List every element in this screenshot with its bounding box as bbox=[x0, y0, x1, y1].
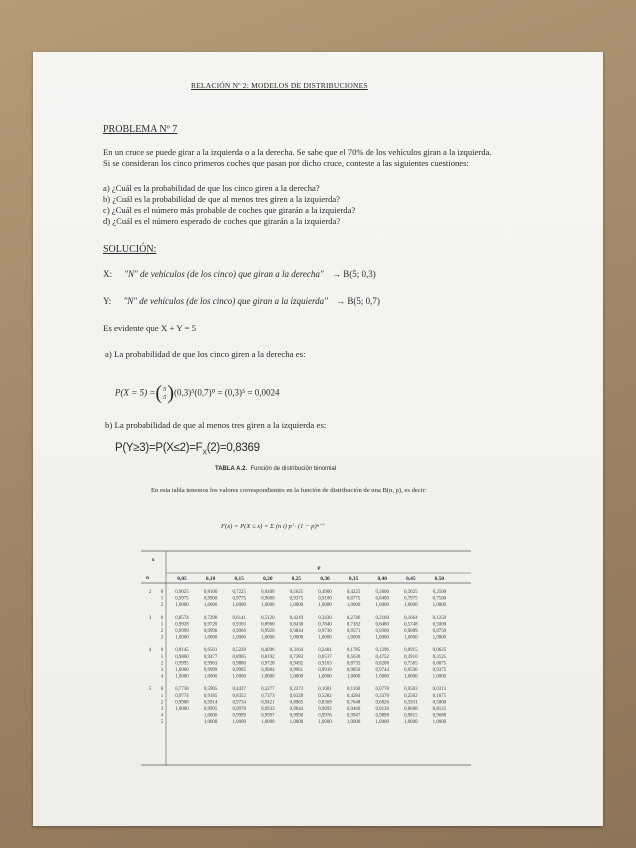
table-cell: 0,3910 bbox=[404, 654, 418, 660]
table-cell: 0,9988 bbox=[175, 700, 189, 706]
table-cell: 0,9961 bbox=[289, 668, 304, 673]
table-cell: 0,9460 bbox=[346, 707, 361, 712]
table-cell: 0,9089 bbox=[404, 629, 418, 634]
table-cell: 0,9997 bbox=[261, 713, 275, 719]
table-cell: 0,9919 bbox=[318, 668, 332, 673]
formula-b-end: (2)=0,8369 bbox=[206, 442, 260, 454]
formula-a-lhs: P(X = 5) = bbox=[115, 387, 156, 398]
table-cell: 0,9393 bbox=[232, 622, 246, 628]
p-value-header: 0,25 bbox=[291, 576, 302, 582]
table-cell: 0,6561 bbox=[203, 648, 218, 654]
table-cell: 1,0000 bbox=[203, 603, 218, 609]
n-value: 5 bbox=[148, 687, 152, 693]
table-cell: 0,6328 bbox=[289, 693, 304, 699]
part-b-label: b) La probabilidad de que al menos tres giren a la izquierda es: bbox=[105, 420, 327, 430]
table-cell: 0,9571 bbox=[346, 629, 361, 634]
table-cell: 0,2500 bbox=[432, 590, 447, 595]
table-cell: 0,8125 bbox=[432, 707, 447, 712]
table-cell: 0,1785 bbox=[346, 648, 361, 654]
table-cell: 0,1160 bbox=[346, 687, 361, 693]
table-cell: 0,6517 bbox=[318, 654, 332, 660]
table-cell: 0,7373 bbox=[261, 693, 275, 699]
table-cell: 0,2373 bbox=[289, 687, 304, 693]
x-value: 1 bbox=[160, 596, 164, 602]
var-x: X: bbox=[103, 269, 112, 279]
table-intro: En esta tabla tenemos los valores correspondientes en la función de distribución de una B(n, p), es decir: bbox=[151, 487, 427, 494]
table-cell: 0,9734 bbox=[232, 700, 246, 706]
table-cell: 0,9976 bbox=[318, 713, 332, 719]
table-cell: 0,7290 bbox=[203, 615, 218, 621]
table-cell: 0,9914 bbox=[203, 700, 218, 706]
table-cell: 0,9375 bbox=[289, 596, 304, 602]
table-cell: 0,4225 bbox=[346, 590, 361, 595]
table-cell: 0,9978 bbox=[232, 707, 246, 712]
table-cell: 0,9720 bbox=[203, 622, 218, 628]
table-cell: 1,0000 bbox=[175, 635, 189, 641]
table-cell: 0,5630 bbox=[346, 654, 361, 660]
table-cell: 0,9844 bbox=[289, 629, 304, 634]
table-cell: 0,9898 bbox=[375, 713, 389, 719]
x-value: 0 bbox=[160, 648, 164, 654]
table-cell: 0,7182 bbox=[346, 622, 361, 628]
table-cell: 0,1296 bbox=[375, 648, 389, 654]
table-cell: 1,0000 bbox=[404, 720, 418, 726]
table-cell: 1,0000 bbox=[432, 720, 447, 726]
table-cell: 1,0000 bbox=[289, 635, 304, 641]
table-cell: 0,9730 bbox=[318, 629, 332, 634]
formula-b-sub: X bbox=[202, 449, 207, 457]
table-cell: 0,8775 bbox=[346, 596, 361, 602]
x-value: 2 bbox=[160, 700, 164, 706]
table-cell: 0,3370 bbox=[375, 693, 389, 699]
table-cell: 0,9999 bbox=[175, 629, 189, 634]
table-cell: 1,0000 bbox=[289, 720, 304, 726]
table-cell: 0,9995 bbox=[232, 668, 246, 673]
table-cell: 0,4752 bbox=[375, 654, 389, 660]
p-value-header: 0,50 bbox=[434, 576, 445, 582]
table-cell: 0,1664 bbox=[404, 615, 418, 621]
table-cell: 0,8100 bbox=[203, 590, 218, 595]
p-value-header: 0,10 bbox=[205, 576, 216, 582]
table-cell: 0,3125 bbox=[432, 654, 447, 660]
table-cell: 0,7383 bbox=[289, 654, 304, 660]
table-cell: 1,0000 bbox=[375, 603, 389, 609]
table-cell: 1,0000 bbox=[175, 674, 189, 680]
table-cell: 1,0000 bbox=[346, 635, 361, 641]
table-cell: 1,0000 bbox=[318, 720, 332, 726]
table-cell: 0,9920 bbox=[261, 629, 275, 634]
table-cell: 0,6141 bbox=[232, 615, 246, 621]
table-cell: 0,6480 bbox=[375, 622, 389, 628]
table-cell: 1,0000 bbox=[203, 635, 218, 641]
table-cell: 0,9025 bbox=[175, 590, 189, 595]
table-cell: 0,5120 bbox=[261, 615, 275, 621]
table-cell: 0,9744 bbox=[375, 668, 389, 673]
table-cell: 1,0000 bbox=[175, 603, 189, 609]
table-cell: 0,8400 bbox=[375, 596, 389, 602]
x-value: 2 bbox=[160, 629, 164, 634]
table-cell: 0,4219 bbox=[289, 615, 304, 621]
p-value-header: 0,05 bbox=[177, 576, 187, 582]
x-value: 4 bbox=[160, 713, 164, 719]
table-cell: 0,8369 bbox=[318, 700, 332, 706]
table-cell: 0,3025 bbox=[404, 590, 418, 595]
table-cell: 1,0000 bbox=[404, 603, 418, 609]
solution-title: SOLUCIÓN: bbox=[103, 244, 157, 255]
table-caption-label: TABLA A.2. bbox=[215, 466, 248, 472]
table-cell: 0,5625 bbox=[289, 590, 304, 595]
table-cell: 0,9692 bbox=[318, 707, 332, 712]
table-cell: 0,4437 bbox=[232, 687, 246, 693]
table-cell: 0,9775 bbox=[232, 596, 246, 602]
table-caption bbox=[215, 466, 336, 472]
table-cell: 0,2746 bbox=[346, 615, 361, 621]
definition-y bbox=[103, 296, 380, 306]
def-x-result: → B(5; 0,3) bbox=[331, 269, 376, 279]
table-cell: 1,0000 bbox=[318, 635, 332, 641]
table-caption-text: Función de distribución binomial bbox=[250, 466, 337, 472]
table-cell: 1,0000 bbox=[346, 674, 361, 680]
table-cell: 0,2562 bbox=[404, 693, 418, 699]
table-cell: 0,0778 bbox=[375, 687, 389, 693]
table-cell: 0,0313 bbox=[432, 687, 447, 693]
table-cell: 1,0000 bbox=[346, 603, 361, 609]
table-cell: 0,9984 bbox=[261, 668, 275, 673]
table-cell: 0,9163 bbox=[318, 661, 332, 667]
p-value-header: 0,35 bbox=[348, 576, 359, 582]
table-cell: 0,3277 bbox=[261, 687, 275, 693]
x-value: 0 bbox=[160, 590, 164, 595]
x-value: 1 bbox=[160, 654, 164, 660]
table-cell: 0,8574 bbox=[175, 615, 189, 621]
binom-bottom: 5 bbox=[163, 393, 167, 401]
table-cell: 0,9880 bbox=[232, 661, 246, 667]
table-cell: 0,9995 bbox=[203, 707, 218, 712]
table-cell: 1,0000 bbox=[404, 674, 418, 680]
table-cell: 0,9990 bbox=[289, 713, 304, 719]
x-value: 2 bbox=[160, 661, 164, 667]
table-cell: 0,7585 bbox=[404, 661, 418, 667]
x-value: 3 bbox=[160, 707, 164, 712]
table-cell: 0,3164 bbox=[289, 648, 304, 654]
table-cell: 0,9966 bbox=[232, 629, 246, 634]
table-cell: 1,0000 bbox=[261, 635, 275, 641]
table-cell: 0,9477 bbox=[203, 654, 218, 660]
x-value: 1 bbox=[160, 693, 164, 699]
table-cell: 0,4284 bbox=[346, 693, 361, 699]
binomial-coefficient bbox=[163, 386, 166, 402]
problem-title: PROBLEMA Nº 7 bbox=[103, 124, 178, 135]
x-value: 0 bbox=[160, 687, 164, 693]
page-header: RELACIÓN Nº 2: MODELOS DE DISTRIBUCIONES bbox=[191, 81, 368, 90]
p-header: p bbox=[317, 565, 321, 571]
question-a: a) ¿Cuál es la probabilidad de que los cinco giren a la derecha? bbox=[103, 183, 320, 193]
table-cell: 0,9850 bbox=[346, 668, 361, 673]
p-value-header: 0,40 bbox=[377, 576, 387, 582]
def-y-text: "N" de vehículos (de los cinco) que giran a la izquierda" bbox=[123, 296, 328, 306]
table-cell: 0,6875 bbox=[432, 661, 447, 667]
n-value: 2 bbox=[148, 590, 152, 595]
table-cell: 0,9688 bbox=[432, 713, 447, 719]
table-cell: 0,9375 bbox=[432, 668, 447, 673]
table-cell: 0,7648 bbox=[346, 700, 361, 706]
table-cell: 0,9360 bbox=[375, 629, 389, 634]
table-cell: 0,9900 bbox=[203, 596, 218, 602]
table-cell: 0,0503 bbox=[404, 687, 418, 693]
formula-a: P(X = 5) =(5 5)(0,3)⁵(0,7)⁰ = (0,3)⁵ = 0,0024 bbox=[115, 382, 280, 404]
table-cell: 1,0000 bbox=[375, 674, 389, 680]
definition-x bbox=[103, 269, 376, 279]
question-d: d) ¿Cuál es el número esperado de coches que girarán a la izquierda? bbox=[103, 216, 341, 226]
table-cell: 0,9130 bbox=[375, 707, 389, 712]
table-cell: 1,0000 bbox=[232, 635, 246, 641]
table-cell: 0,9844 bbox=[289, 707, 304, 712]
x-value: 2 bbox=[160, 603, 164, 609]
x-value: 3 bbox=[160, 635, 164, 641]
table-cell: 1,0000 bbox=[318, 674, 332, 680]
table-cell: 0,9975 bbox=[175, 596, 189, 602]
table-cell: 0,9185 bbox=[203, 693, 218, 699]
x-value: 1 bbox=[160, 622, 164, 628]
table-cell: 1,0000 bbox=[232, 720, 246, 726]
table-cell: 0,9963 bbox=[203, 661, 218, 667]
table-cell: 0,8438 bbox=[289, 622, 304, 628]
table-cell: 0,7840 bbox=[318, 622, 332, 628]
binom-top: 5 bbox=[163, 385, 167, 393]
x-header: x bbox=[151, 557, 155, 563]
table-cell: 0,6400 bbox=[261, 590, 275, 595]
p-value-header: 0,15 bbox=[234, 576, 244, 582]
table-cell: 0,4096 bbox=[261, 648, 275, 654]
n-value: 3 bbox=[148, 615, 152, 621]
table-cell: 0,4900 bbox=[318, 590, 332, 595]
table-cell: 0,3430 bbox=[318, 615, 332, 621]
table-cell: 1,0000 bbox=[175, 707, 189, 712]
table-cell: 1,0000 bbox=[203, 713, 218, 719]
table-cell: 1,0000 bbox=[232, 674, 246, 680]
table-cell: 0,9947 bbox=[346, 713, 361, 719]
table-cell: 1,0000 bbox=[404, 635, 418, 641]
table-cell: 0,9100 bbox=[318, 596, 332, 602]
table-cell: 0,2401 bbox=[318, 648, 332, 654]
def-y-result: → B(5; 0,7) bbox=[336, 296, 380, 306]
table-cell: 1,0000 bbox=[346, 720, 361, 726]
table-cell: 0,9600 bbox=[261, 596, 275, 602]
formula-b bbox=[115, 442, 260, 456]
formula-a-rhs: (0,3)⁵(0,7)⁰ = (0,3)⁵ = 0,0024 bbox=[173, 387, 280, 398]
table-cell: 1,0000 bbox=[318, 603, 332, 609]
table-cell: 0,8208 bbox=[375, 661, 389, 667]
table-cell: 0,8192 bbox=[261, 654, 275, 660]
table-cell: 0,8352 bbox=[232, 693, 246, 699]
table-cell: 0,9928 bbox=[175, 622, 189, 628]
table-cell: 0,1681 bbox=[318, 687, 332, 693]
p-value-header: 0,20 bbox=[263, 576, 273, 582]
table-cell: 0,9728 bbox=[261, 661, 275, 667]
table-cell: 0,8735 bbox=[346, 661, 361, 667]
formula-b-main: P(Y≥3)=P(X≤2)=F bbox=[115, 442, 203, 454]
x-value: 3 bbox=[160, 668, 164, 673]
table-cell: 1,0000 bbox=[289, 603, 304, 609]
table-cell: 0,9492 bbox=[289, 661, 304, 667]
table-cell: 0,5748 bbox=[404, 622, 418, 628]
table-cell: 0,5905 bbox=[203, 687, 218, 693]
table-cell: 0,5000 bbox=[432, 700, 447, 706]
part-a-label: a) La probabilidad de que los cinco giren a la derecha es: bbox=[105, 349, 306, 359]
p-value-header: 0,45 bbox=[406, 576, 416, 582]
table-cell: 0,9990 bbox=[203, 629, 218, 634]
table-cell: 1,0000 bbox=[261, 674, 275, 680]
table-cell: 0,7975 bbox=[404, 596, 418, 602]
table-cell: 1,0000 bbox=[375, 635, 389, 641]
table-cell: 0,3600 bbox=[375, 590, 389, 595]
p-value-header: 0,30 bbox=[320, 576, 330, 582]
table-cell: 0,7738 bbox=[175, 687, 189, 693]
table-cell: 0,5220 bbox=[232, 648, 246, 654]
question-c: c) ¿Cuál es el número más probable de coches que girarán a la izquierda? bbox=[103, 205, 356, 215]
table-cell: 1,0000 bbox=[203, 674, 218, 680]
table-cell: 1,0000 bbox=[432, 603, 447, 609]
table-cell: 1,0000 bbox=[432, 635, 447, 641]
table-cell: 0,8750 bbox=[432, 629, 447, 634]
table-cell: 1,0000 bbox=[375, 720, 389, 726]
table-cell: 1,0000 bbox=[203, 720, 218, 726]
table-cell: 0,8905 bbox=[232, 654, 246, 660]
table-cell: 0,9421 bbox=[261, 700, 275, 706]
table-cell: 1,0000 bbox=[261, 720, 275, 726]
evident-statement: Es evidente que X + Y = 5 bbox=[103, 323, 197, 333]
table-cell: 0,7225 bbox=[232, 590, 246, 595]
table-cell: 0,9774 bbox=[175, 693, 189, 699]
table-cell: 0,7500 bbox=[432, 596, 447, 602]
x-value: 4 bbox=[160, 674, 164, 680]
table-cell: 1,0000 bbox=[175, 668, 189, 673]
var-y: Y: bbox=[103, 296, 112, 306]
table-cell: 0,9590 bbox=[404, 668, 418, 673]
binomial-table bbox=[141, 549, 471, 769]
table-cell: 0,9860 bbox=[175, 654, 189, 660]
table-cell: 0,5931 bbox=[404, 700, 418, 706]
table-cell: 0,9815 bbox=[404, 713, 418, 719]
question-b: b) ¿Cuál es la probabilidad de que al menos tres giren a la izquierda? bbox=[103, 194, 340, 204]
table-cell: 1,0000 bbox=[261, 603, 275, 609]
table-cell: 0,0915 bbox=[404, 648, 418, 654]
table-cell: 0,0625 bbox=[432, 648, 447, 654]
x-value: 0 bbox=[160, 615, 164, 621]
table-cell: 1,0000 bbox=[289, 674, 304, 680]
table-cell: 0,9995 bbox=[175, 661, 189, 667]
table-cell: 0,8965 bbox=[289, 700, 304, 706]
table-formula: F(x) = P(X ≤ x) = Σ (n i) pⁱ · (1 − p)ⁿ⁻ⁱ bbox=[221, 523, 324, 530]
table-cell: 0,8145 bbox=[175, 648, 189, 654]
n-header: n bbox=[146, 575, 149, 581]
table-cell: 0,1250 bbox=[432, 615, 447, 621]
table-cell: 0,2160 bbox=[375, 615, 389, 621]
table-cell: 0,9999 bbox=[203, 668, 218, 673]
table-cell: 0,5282 bbox=[318, 693, 332, 699]
table-cell: 1,0000 bbox=[432, 674, 447, 680]
table-cell: 0,8688 bbox=[404, 707, 418, 712]
table-cell: 0,1875 bbox=[432, 693, 447, 699]
table-cell: 0,9933 bbox=[261, 707, 275, 712]
table-cell: 0,8960 bbox=[261, 622, 275, 628]
n-value: 4 bbox=[148, 648, 152, 654]
paper-sheet bbox=[33, 52, 603, 826]
table-cell: 1,0000 bbox=[232, 603, 246, 609]
table-cell: 0,5000 bbox=[432, 622, 447, 628]
table-cell: 0,9999 bbox=[232, 713, 246, 719]
x-value: 5 bbox=[160, 720, 164, 726]
table-cell: 0,6826 bbox=[375, 700, 389, 706]
def-x-text: "N" de vehículos (de los cinco) que giran a la derecha" bbox=[124, 269, 324, 279]
problem-statement: En un cruce se puede girar a la izquierda o a la derecha. Se sabe que el 70% de los vehículos giran a la izquierda. Si se consideran los cinco primeros coches que pasan por dicho cruce, conteste a las siguientes cuestiones: bbox=[103, 147, 492, 168]
